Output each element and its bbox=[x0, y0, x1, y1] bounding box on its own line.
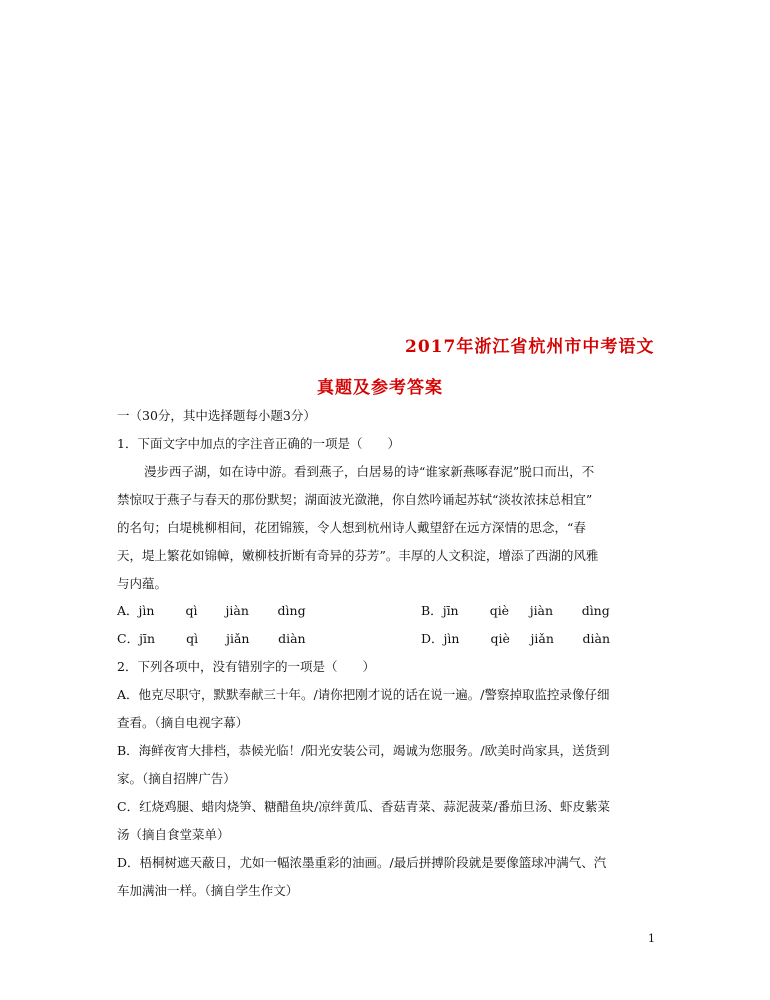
question-1-stem: 1．下面文字中加点的字注音正确的一项是（ ） bbox=[117, 436, 400, 451]
q2-option-c-line: C．红烧鸡腿、蜡肉烧笋、糖醋鱼块/凉绊黄瓜、香菇青菜、蒜泥菠菜/番茄旦汤、虾皮紫菜 bbox=[117, 799, 610, 814]
pinyin: jiǎn bbox=[226, 631, 250, 646]
pinyin: jiǎn bbox=[530, 631, 554, 646]
option-a bbox=[117, 603, 306, 619]
pinyin: jìn bbox=[138, 603, 155, 618]
q2-option-d-line: 车加满油一样。（摘自学生作文） bbox=[117, 883, 299, 898]
q2-option-b-line: 家。（摘自招牌广告） bbox=[117, 771, 236, 786]
q2-option-a-line: A．他克尽职守，默默奉献三十年。/请你把刚才说的话在说一遍。/警察掉取监控录像仔细 bbox=[117, 687, 610, 702]
passage-line: 的名句；白堤桃柳相间，花团锦簇，令人想到杭州诗人戴望舒在远方深情的思念，“春 bbox=[117, 520, 586, 535]
option-label: A． bbox=[117, 603, 139, 618]
q2-option-b-line: B．海鲜夜宵大排档，恭候光临！/阳光安装公司，竭诚为您服务。/欧美时尚家具，送货到 bbox=[117, 743, 610, 758]
pinyin: qì bbox=[185, 603, 198, 618]
pinyin: diàn bbox=[278, 631, 306, 646]
pinyin: jìn bbox=[443, 631, 460, 646]
question-2-stem: 2．下列各项中，没有错别字的一项是（ ） bbox=[117, 659, 375, 674]
option-label: D． bbox=[421, 631, 444, 646]
pinyin: jīn bbox=[442, 603, 459, 618]
section-heading: 一（30分，其中选择题每小题3分） bbox=[117, 408, 316, 423]
q2-option-c-line: 汤（摘自食堂菜单） bbox=[117, 827, 230, 842]
pinyin: qiè bbox=[489, 603, 510, 618]
option-label: C． bbox=[117, 631, 140, 646]
option-d bbox=[421, 631, 610, 647]
q2-option-a-line: 查看。（摘自电视字幕） bbox=[117, 715, 249, 730]
option-c bbox=[117, 631, 306, 647]
pinyin: qì bbox=[186, 631, 199, 646]
passage-line: 天，堤上繁花如锦幛，嫩柳枝折断有奇异的芬芳”。丰厚的人文积淀，增添了西湖的风雅 bbox=[117, 548, 599, 563]
pinyin: jiàn bbox=[225, 603, 249, 618]
passage-line: 漫步西子湖，如在诗中游。看到燕子，白居易的诗“谁家新燕啄春泥”脱口而出，不 bbox=[144, 464, 595, 479]
page-number: 1 bbox=[648, 932, 655, 945]
document-title-line2: 真题及参考答案 bbox=[317, 378, 443, 398]
option-label: B． bbox=[421, 603, 443, 618]
option-b bbox=[421, 603, 610, 619]
pinyin: dìng bbox=[581, 603, 610, 618]
q2-option-d-line: D．梧桐树遮天蔽日，尤如一幅浓墨重彩的油画。/最后拼搏阶段就是要像篮球冲满气、汽 bbox=[117, 855, 607, 870]
pinyin: diàn bbox=[582, 631, 611, 646]
pinyin: dìng bbox=[277, 603, 306, 618]
passage-line: 禁惊叹于燕子与春天的那份默契；湖面波光潋滟，你自然吟诵起苏轼“淡妆浓抹总相宜” bbox=[117, 492, 593, 507]
pinyin: jiàn bbox=[529, 603, 554, 618]
pinyin: jīn bbox=[139, 631, 156, 646]
pinyin: qiè bbox=[490, 631, 510, 646]
document-title-line1: 2017年浙江省杭州市中考语文 bbox=[405, 337, 655, 357]
passage-line: 与内蕴。 bbox=[117, 576, 168, 591]
